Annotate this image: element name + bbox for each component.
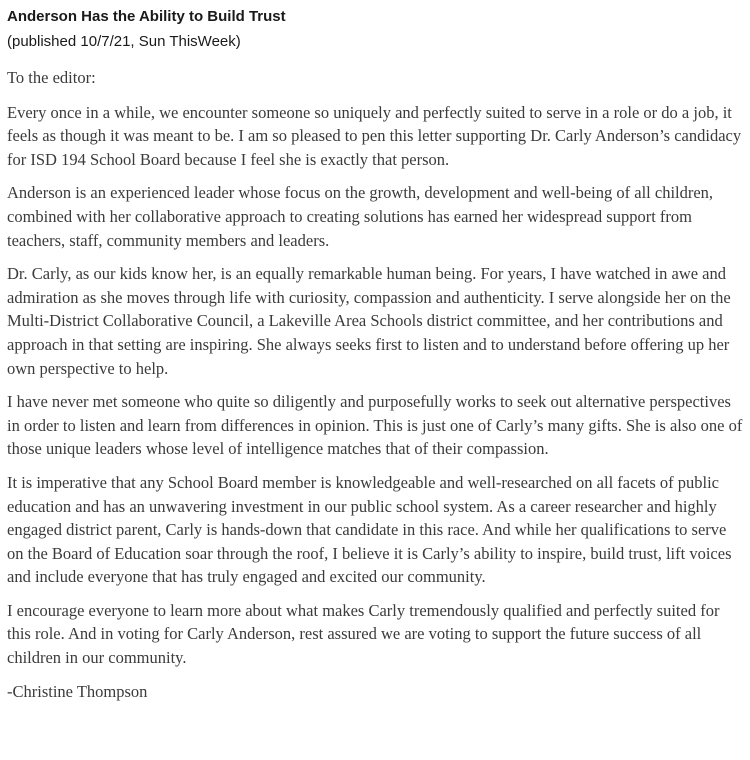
paragraph-2: Anderson is an experienced leader whose focus on the growth, development and well-being of all children, combined with her collaborative approach to creating solutions has earned her widespread support from teachers, staff, community members and leaders. xyxy=(7,183,714,250)
document-title: Anderson Has the Ability to Build Trust xyxy=(7,8,286,25)
paragraph-1: Every once in a while, we encounter someone so uniquely and perfectly suited to serve in a role or do a job, it feels as though it was meant to be. I am so pleased to pen this letter supporting Dr. Carly Anderson’s candidacy for ISD 194 School Board because I feel she is exactly that person. xyxy=(7,102,742,169)
paragraph-5: It is imperative that any School Board member is knowledgeable and well-researched on all facets of public education and has an unwavering investment in our public school system. As a career researcher and highly engaged district parent, Carly is hands-down that candidate in this race. And while her qualifications to serve on the Board of Education soar through the roof, I believe it is Carly’s ability to inspire, build trust, lift voices and include everyone that has truly engaged and excited our community. xyxy=(7,472,732,587)
paragraph-3: Dr. Carly, as our kids know her, is an equally remarkable human being. For years, I have watched in awe and admiration as she moves through life with curiosity, compassion and authenticity. I serve alongside her on the Multi-District Collaborative Council, a Lakeville Area Schools district committee, and her contributions and approach in that setting are inspiring. She always seeks first to listen and to understand before offering up her own perspective to help. xyxy=(7,264,731,378)
paragraph-4: I have never met someone who quite so diligently and purposefully works to seek out alternative perspectives in order to listen and learn from differences in opinion. This is just one of Carly’s many gifts. She is also one of those unique leaders whose level of intelligence matches that of their compassion. xyxy=(7,392,743,459)
paragraph-6: I encourage everyone to learn more about what makes Carly tremendously qualified and perfectly suited for this role. And in voting for Carly Anderson, rest assured we are voting to support the future success of all children in our community. xyxy=(7,600,720,668)
published-line: (published 10/7/21, Sun ThisWeek) xyxy=(7,33,241,50)
signature-line: -Christine Thompson xyxy=(7,681,148,701)
salutation: To the editor: xyxy=(7,68,96,87)
